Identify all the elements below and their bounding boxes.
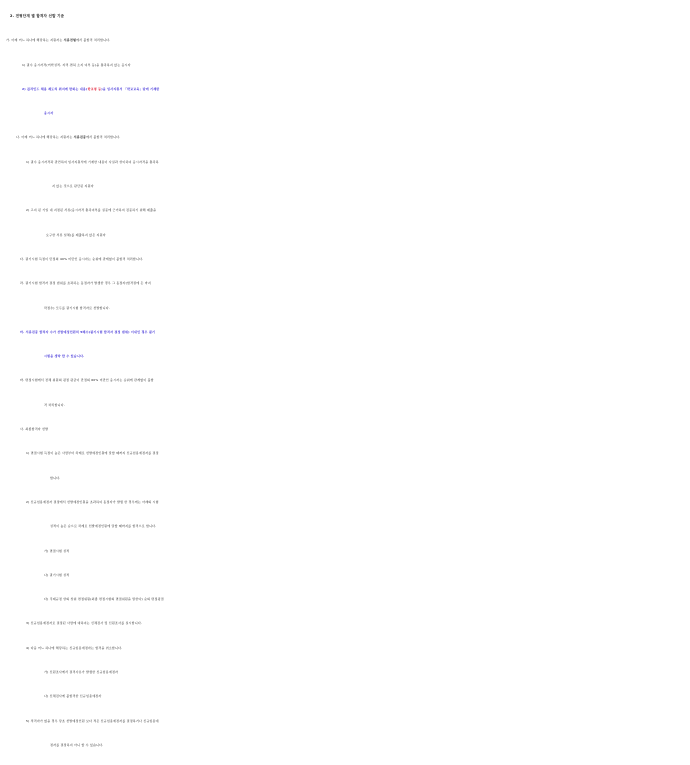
item-na-2-cont: 요구한 서류 일체)를 제출하지 않은 지원자 xyxy=(46,232,106,237)
item-ga xyxy=(0,28,690,52)
item-na-2: 2) 고지 된 기일 내 지정된 서류(응시자격 충족여부를 실증에 근거하여 검증하기 위해 제출을 xyxy=(26,208,157,213)
item-sa-2-cont: 성적이 높은 순으로 차례로 선발예정인원에 달할 때까지를 합격으로 합니다. xyxy=(50,524,157,529)
item-sa-5: 5) 적격자가 없을 경우 당초 선발예정인원 보다 적은 신규임용예정자를 결정하거나 신규임용예 xyxy=(26,718,159,723)
item-na-1-cont: 지 않는 것으로 판단된 지원자 xyxy=(52,184,94,189)
item-ma: 마. 서류검증 합격자 수가 선발예정인원의 5배수(필기시험 합격자 결정 범위) 이내인 경우 필기 xyxy=(20,329,156,334)
item-sa-1-cont: 합니다. xyxy=(50,475,61,480)
item-na-bold: 서류검증 xyxy=(73,135,87,140)
item-ga-pre: 가. 아래 어느 하나에 해당하는 지원자는 xyxy=(6,38,64,43)
item-sa-2: 2) 신규임용예정자 결정에서 선발예정인원을 초과하여 동점자가 발생 한 경우에는 아래의 시험 xyxy=(26,499,159,504)
item-sa-2-ga: 가) 면접시험 성적 xyxy=(44,548,70,553)
item-sa-4-na: 나) 신체검사에 불합격한 신규임용예정자 xyxy=(44,694,102,699)
section-title: 2. 전형단계 별 합격자 선발 기준 xyxy=(10,14,65,18)
item-sa-2-na: 나) 필기시험 성적 xyxy=(44,572,70,577)
item-sa-2-da: 다) 직제규정 상의 상위 면접위원(최종 면접시험의 면접위원을 말한다) 순의 면접평점 xyxy=(44,597,164,602)
item-ga-1: 1) 필수 응시자격(어학성적, 자격·면허 소지 여부 등)을 충족하지 않는 응시자 xyxy=(22,62,131,67)
item-ga-post: 에서 불합격 처리합니다. xyxy=(76,38,111,43)
item-na-post: 에서 불합격 처리합니다. xyxy=(86,135,121,140)
item-na-1: 1) 필수 응시자격과 관련하여 임사지원서에 기재한 내용이 사실과 상이하여 응시자격을 충족하 xyxy=(26,159,159,164)
item-sa-5-cont: 정자를 결정하지 아니 할 수 있습니다. xyxy=(50,742,104,747)
item-da: 다. 필기시험 득점이 만점의 40% 미만인 응시자는 순위에 관계없이 불합격 처리합니다. xyxy=(20,256,144,261)
item-ba-cont: 격 처리합니다. xyxy=(44,402,65,407)
item-ga-2-a: 2) 블라인드 채용 제도의 취지에 반하는 내용( xyxy=(22,86,88,91)
item-ra: 라. 필기시험 합격자 결정 범위를 초과하는 동점자가 발생한 경우 그 동점자(합격권에 든 마지 xyxy=(20,281,151,286)
item-na-pre: 나. 아래 어느 하나에 해당하는 지원자는 xyxy=(16,135,74,140)
item-ba: 바. 면접시험에서 전체 위원의 평점 평균이 만점의 60% 미만인 응시자는 순위에 관계없이 불합 xyxy=(20,378,154,383)
item-sa-1: 1) 면접시험 득점이 높은 사람부터 차례로 선발예정인원에 달할 때까지 신규임용예정자를 결정 xyxy=(26,451,159,456)
item-ga-2-cont: 응시자 xyxy=(44,111,54,116)
item-na xyxy=(0,125,690,149)
item-sa: 사. 최종합격자 선발 xyxy=(20,427,49,432)
item-ga-2-red: 학교명 등 xyxy=(87,86,102,91)
item-sa-3: 3) 신규임용예정자로 결정된 사람에 대하여는 신체검사 및 신원조사를 실시합니다. xyxy=(26,621,143,626)
item-ga-2-b: )을 임사지원서 「학교교육」란에 기재한 xyxy=(101,86,160,91)
item-ga-bold: 서류전형 xyxy=(63,38,77,43)
item-ma-cont: 시험을 생략 할 수 있습니다. xyxy=(44,354,85,359)
item-ra-cont: 막점수) 모두를 필기시험 합격자로 선발합니다. xyxy=(44,305,111,310)
item-ga-2 xyxy=(0,77,690,101)
item-sa-4-ga: 가) 신원조사에서 결격사유가 발생한 신규임용예정자 xyxy=(44,670,119,675)
item-sa-4: 4) 다음 어느 하나에 해당하는 신규임용예정자는 합격을 취소합니다. xyxy=(26,645,123,650)
